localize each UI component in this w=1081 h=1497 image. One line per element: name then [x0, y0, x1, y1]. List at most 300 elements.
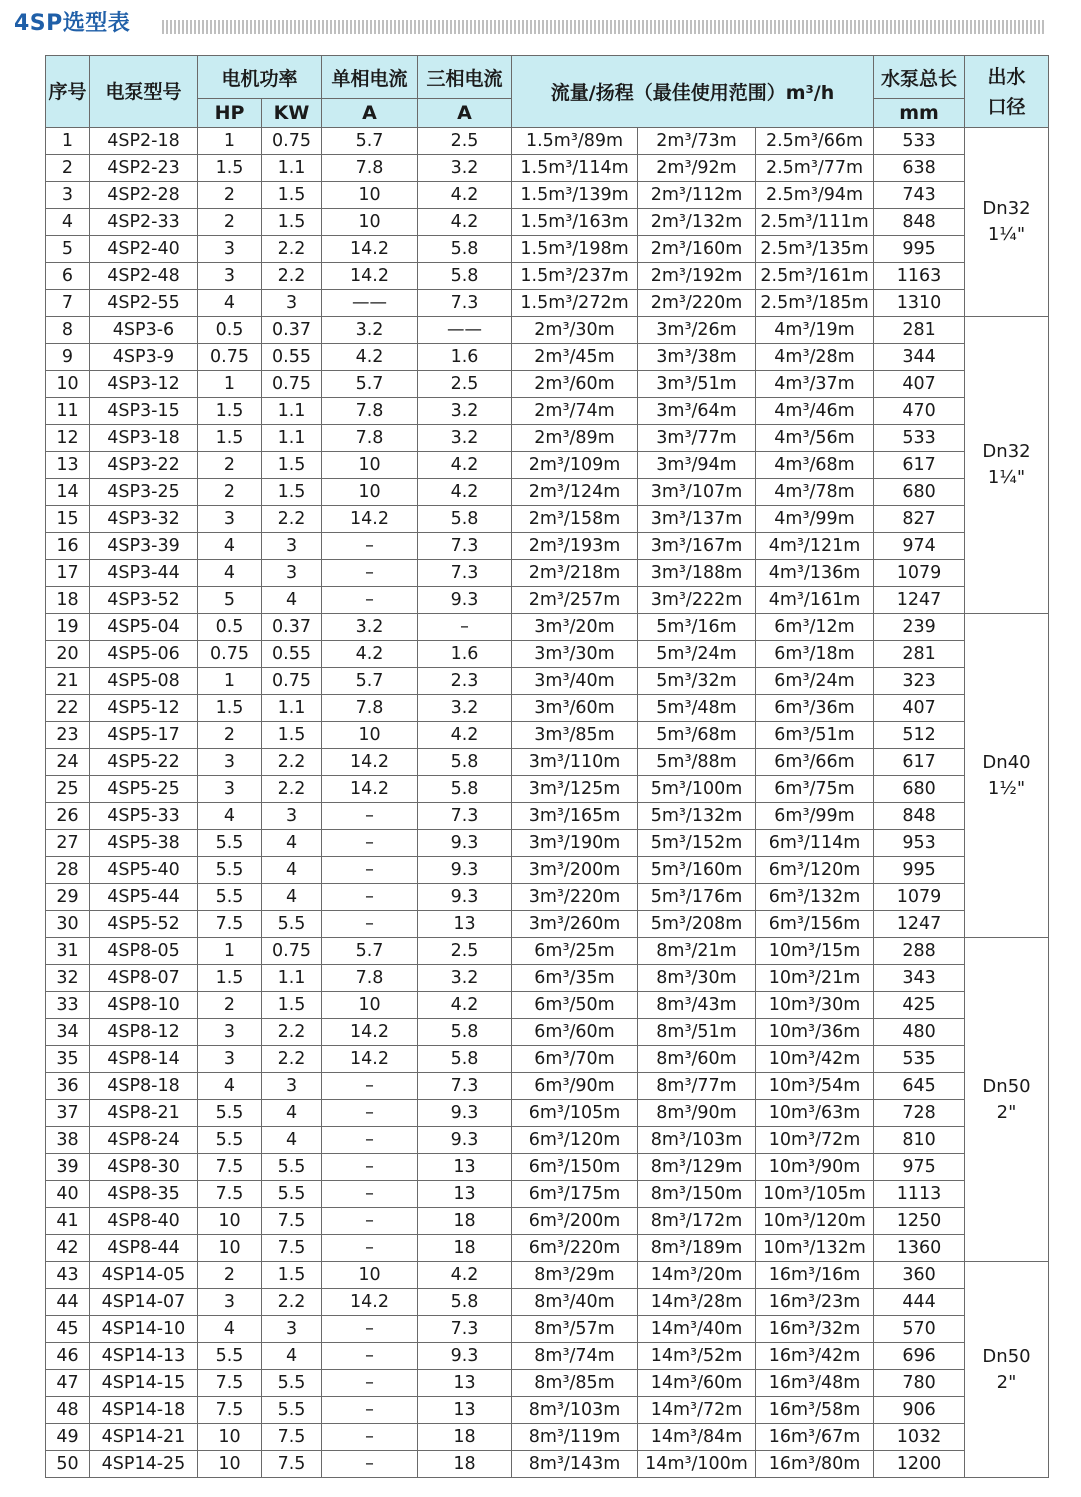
cell-flow-2: 5m³/208m [638, 911, 756, 938]
cell-model: 4SP2-40 [90, 236, 198, 263]
cell-kw: 0.75 [262, 371, 322, 398]
cell-flow-2: 2m³/192m [638, 263, 756, 290]
cell-three-current: 3.2 [418, 425, 512, 452]
cell-model: 4SP8-35 [90, 1181, 198, 1208]
table-row [46, 776, 1049, 803]
cell-seq: 2 [46, 155, 90, 182]
cell-hp: 7.5 [198, 911, 262, 938]
cell-seq: 5 [46, 236, 90, 263]
cell-three-current: 1.6 [418, 344, 512, 371]
cell-kw: 0.75 [262, 938, 322, 965]
cell-flow-3: 16m³/32m [756, 1316, 874, 1343]
cell-flow-3: 2.5m³/77m [756, 155, 874, 182]
cell-model: 4SP14-07 [90, 1289, 198, 1316]
cell-flow-2: 14m³/40m [638, 1316, 756, 1343]
cell-three-current: 7.3 [418, 803, 512, 830]
cell-single-current: – [322, 1235, 418, 1262]
cell-three-current: 7.3 [418, 290, 512, 317]
cell-hp: 5.5 [198, 884, 262, 911]
cell-flow-1: 3m³/125m [512, 776, 638, 803]
cell-model: 4SP14-13 [90, 1343, 198, 1370]
cell-seq: 26 [46, 803, 90, 830]
cell-flow-2: 5m³/32m [638, 668, 756, 695]
cell-flow-1: 1.5m³/89m [512, 128, 638, 155]
cell-flow-2: 3m³/77m [638, 425, 756, 452]
cell-model: 4SP3-15 [90, 398, 198, 425]
cell-model: 4SP2-55 [90, 290, 198, 317]
cell-flow-1: 6m³/50m [512, 992, 638, 1019]
cell-kw: 5.5 [262, 1397, 322, 1424]
table-row [46, 1127, 1049, 1154]
cell-kw: 3 [262, 290, 322, 317]
cell-single-current: – [322, 587, 418, 614]
cell-flow-3: 6m³/99m [756, 803, 874, 830]
table-row [46, 830, 1049, 857]
table-row [46, 803, 1049, 830]
cell-single-current: 14.2 [322, 1019, 418, 1046]
cell-length: 680 [874, 479, 965, 506]
cell-hp: 7.5 [198, 1181, 262, 1208]
cell-flow-2: 8m³/189m [638, 1235, 756, 1262]
cell-length: 480 [874, 1019, 965, 1046]
cell-flow-1: 6m³/120m [512, 1127, 638, 1154]
cell-three-current: 5.8 [418, 749, 512, 776]
table-row [46, 668, 1049, 695]
cell-seq: 17 [46, 560, 90, 587]
cell-seq: 43 [46, 1262, 90, 1289]
cell-flow-2: 5m³/160m [638, 857, 756, 884]
cell-single-current: 14.2 [322, 506, 418, 533]
cell-model: 4SP8-40 [90, 1208, 198, 1235]
cell-flow-1: 3m³/110m [512, 749, 638, 776]
cell-hp: 2 [198, 722, 262, 749]
outlet-dn: Dn50 [982, 1345, 1031, 1367]
cell-kw: 4 [262, 884, 322, 911]
cell-single-current: – [322, 884, 418, 911]
cell-flow-3: 10m³/105m [756, 1181, 874, 1208]
table-row [46, 209, 1049, 236]
cell-model: 4SP3-52 [90, 587, 198, 614]
cell-flow-3: 16m³/67m [756, 1424, 874, 1451]
cell-model: 4SP5-40 [90, 857, 198, 884]
cell-flow-3: 10m³/30m [756, 992, 874, 1019]
cell-hp: 0.5 [198, 614, 262, 641]
cell-single-current: – [322, 1343, 418, 1370]
cell-flow-3: 6m³/36m [756, 695, 874, 722]
cell-length: 617 [874, 749, 965, 776]
cell-single-current: – [322, 1397, 418, 1424]
cell-three-current: 18 [418, 1451, 512, 1478]
cell-single-current: – [322, 533, 418, 560]
cell-three-current: 3.2 [418, 965, 512, 992]
cell-flow-2: 3m³/51m [638, 371, 756, 398]
cell-flow-2: 5m³/16m [638, 614, 756, 641]
cell-kw: 1.1 [262, 425, 322, 452]
cell-kw: 1.5 [262, 209, 322, 236]
cell-flow-1: 2m³/45m [512, 344, 638, 371]
cell-length: 827 [874, 506, 965, 533]
cell-kw: 2.2 [262, 1289, 322, 1316]
cell-flow-3: 2.5m³/161m [756, 263, 874, 290]
cell-single-current: – [322, 803, 418, 830]
cell-hp: 5.5 [198, 1127, 262, 1154]
cell-kw: 5.5 [262, 911, 322, 938]
cell-flow-2: 5m³/100m [638, 776, 756, 803]
cell-flow-2: 5m³/176m [638, 884, 756, 911]
cell-model: 4SP8-14 [90, 1046, 198, 1073]
cell-hp: 2 [198, 479, 262, 506]
cell-flow-2: 3m³/26m [638, 317, 756, 344]
cell-three-current: 13 [418, 1370, 512, 1397]
cell-kw: 5.5 [262, 1154, 322, 1181]
cell-three-current: 5.8 [418, 1019, 512, 1046]
cell-seq: 3 [46, 182, 90, 209]
cell-flow-3: 10m³/54m [756, 1073, 874, 1100]
cell-flow-2: 2m³/132m [638, 209, 756, 236]
cell-single-current: – [322, 1370, 418, 1397]
cell-seq: 21 [46, 668, 90, 695]
cell-flow-1: 2m³/193m [512, 533, 638, 560]
cell-flow-2: 14m³/60m [638, 1370, 756, 1397]
cell-single-current: 5.7 [322, 938, 418, 965]
cell-length: 1247 [874, 587, 965, 614]
cell-seq: 14 [46, 479, 90, 506]
cell-flow-3: 2.5m³/94m [756, 182, 874, 209]
cell-model: 4SP14-21 [90, 1424, 198, 1451]
cell-flow-1: 6m³/150m [512, 1154, 638, 1181]
cell-single-current: – [322, 911, 418, 938]
cell-model: 4SP8-30 [90, 1154, 198, 1181]
cell-hp: 2 [198, 1262, 262, 1289]
cell-three-current: 3.2 [418, 398, 512, 425]
cell-three-current: 9.3 [418, 587, 512, 614]
cell-hp: 5.5 [198, 830, 262, 857]
cell-kw: 4 [262, 1100, 322, 1127]
cell-flow-2: 2m³/160m [638, 236, 756, 263]
cell-flow-1: 2m³/30m [512, 317, 638, 344]
outlet-inch: 2" [996, 1371, 1017, 1393]
table-row [46, 344, 1049, 371]
table-row [46, 1451, 1049, 1478]
cell-three-current: —— [418, 317, 512, 344]
cell-flow-2: 2m³/73m [638, 128, 756, 155]
cell-length: 995 [874, 236, 965, 263]
cell-flow-1: 6m³/25m [512, 938, 638, 965]
table-row [46, 1046, 1049, 1073]
cell-three-current: 3.2 [418, 155, 512, 182]
cell-length: 512 [874, 722, 965, 749]
cell-seq: 31 [46, 938, 90, 965]
cell-flow-3: 4m³/136m [756, 560, 874, 587]
cell-flow-3: 4m³/37m [756, 371, 874, 398]
cell-length: 288 [874, 938, 965, 965]
cell-three-current: 18 [418, 1235, 512, 1262]
cell-single-current: 7.8 [322, 965, 418, 992]
cell-three-current: 2.5 [418, 938, 512, 965]
table-row [46, 884, 1049, 911]
cell-flow-3: 10m³/36m [756, 1019, 874, 1046]
cell-hp: 5 [198, 587, 262, 614]
cell-model: 4SP8-18 [90, 1073, 198, 1100]
cell-flow-3: 4m³/28m [756, 344, 874, 371]
cell-single-current: 5.7 [322, 668, 418, 695]
cell-flow-3: 10m³/120m [756, 1208, 874, 1235]
cell-flow-2: 8m³/90m [638, 1100, 756, 1127]
cell-kw: 2.2 [262, 263, 322, 290]
cell-kw: 3 [262, 1073, 322, 1100]
cell-seq: 27 [46, 830, 90, 857]
outlet-dn: Dn50 [982, 1075, 1031, 1097]
cell-hp: 2 [198, 182, 262, 209]
cell-single-current: – [322, 1451, 418, 1478]
cell-flow-1: 3m³/260m [512, 911, 638, 938]
cell-seq: 10 [46, 371, 90, 398]
cell-kw: 4 [262, 857, 322, 884]
cell-flow-2: 8m³/51m [638, 1019, 756, 1046]
cell-model: 4SP2-48 [90, 263, 198, 290]
cell-seq: 42 [46, 1235, 90, 1262]
header-kw: KW [262, 99, 322, 128]
cell-flow-1: 6m³/35m [512, 965, 638, 992]
cell-length: 1310 [874, 290, 965, 317]
cell-length: 906 [874, 1397, 965, 1424]
cell-three-current: 5.8 [418, 1289, 512, 1316]
cell-model: 4SP2-28 [90, 182, 198, 209]
cell-flow-3: 10m³/132m [756, 1235, 874, 1262]
cell-hp: 2 [198, 992, 262, 1019]
cell-hp: 1.5 [198, 425, 262, 452]
table-row [46, 236, 1049, 263]
cell-length: 696 [874, 1343, 965, 1370]
cell-three-current: 5.8 [418, 263, 512, 290]
table-row [46, 1235, 1049, 1262]
cell-flow-1: 6m³/90m [512, 1073, 638, 1100]
cell-hp: 5.5 [198, 1100, 262, 1127]
cell-kw: 7.5 [262, 1208, 322, 1235]
cell-hp: 1 [198, 938, 262, 965]
cell-seq: 50 [46, 1451, 90, 1478]
table-row [46, 1343, 1049, 1370]
cell-hp: 4 [198, 803, 262, 830]
cell-kw: 4 [262, 1127, 322, 1154]
cell-hp: 3 [198, 506, 262, 533]
cell-flow-1: 8m³/74m [512, 1343, 638, 1370]
outlet-dn: Dn32 [982, 441, 1031, 462]
cell-three-current: 7.3 [418, 560, 512, 587]
cell-three-current: 1.6 [418, 641, 512, 668]
cell-flow-1: 2m³/218m [512, 560, 638, 587]
cell-hp: 4 [198, 533, 262, 560]
cell-flow-2: 3m³/94m [638, 452, 756, 479]
cell-length: 743 [874, 182, 965, 209]
cell-model: 4SP5-33 [90, 803, 198, 830]
cell-single-current: —— [322, 290, 418, 317]
cell-outlet [965, 1262, 1049, 1478]
cell-three-current: 7.3 [418, 1073, 512, 1100]
cell-three-current: 18 [418, 1424, 512, 1451]
table-row [46, 317, 1049, 344]
table-row [46, 425, 1049, 452]
cell-kw: 3 [262, 560, 322, 587]
cell-hp: 0.75 [198, 344, 262, 371]
table-row [46, 1316, 1049, 1343]
cell-flow-3: 10m³/15m [756, 938, 874, 965]
cell-flow-1: 6m³/200m [512, 1208, 638, 1235]
table-row [46, 641, 1049, 668]
cell-seq: 46 [46, 1343, 90, 1370]
cell-model: 4SP3-9 [90, 344, 198, 371]
cell-single-current: – [322, 1424, 418, 1451]
cell-model: 4SP2-33 [90, 209, 198, 236]
cell-length: 810 [874, 1127, 965, 1154]
cell-flow-2: 14m³/28m [638, 1289, 756, 1316]
cell-flow-3: 16m³/58m [756, 1397, 874, 1424]
cell-length: 645 [874, 1073, 965, 1100]
cell-seq: 45 [46, 1316, 90, 1343]
cell-seq: 38 [46, 1127, 90, 1154]
table-row [46, 1019, 1049, 1046]
table-row [46, 911, 1049, 938]
cell-kw: 5.5 [262, 1181, 322, 1208]
cell-flow-3: 2.5m³/66m [756, 128, 874, 155]
table-row [46, 263, 1049, 290]
cell-kw: 5.5 [262, 1370, 322, 1397]
table-body [46, 128, 1049, 1478]
table-row [46, 722, 1049, 749]
cell-single-current: 10 [322, 722, 418, 749]
cell-flow-1: 1.5m³/139m [512, 182, 638, 209]
cell-seq: 44 [46, 1289, 90, 1316]
cell-single-current: 10 [322, 452, 418, 479]
cell-flow-2: 8m³/60m [638, 1046, 756, 1073]
cell-flow-2: 8m³/30m [638, 965, 756, 992]
cell-length: 533 [874, 425, 965, 452]
cell-kw: 1.1 [262, 965, 322, 992]
cell-seq: 40 [46, 1181, 90, 1208]
cell-three-current: 4.2 [418, 209, 512, 236]
table-row [46, 938, 1049, 965]
cell-single-current: 3.2 [322, 614, 418, 641]
cell-flow-2: 3m³/167m [638, 533, 756, 560]
cell-seq: 23 [46, 722, 90, 749]
cell-flow-3: 6m³/132m [756, 884, 874, 911]
cell-three-current: 18 [418, 1208, 512, 1235]
cell-hp: 3 [198, 749, 262, 776]
cell-kw: 1.5 [262, 992, 322, 1019]
cell-seq: 15 [46, 506, 90, 533]
cell-length: 953 [874, 830, 965, 857]
cell-flow-2: 2m³/92m [638, 155, 756, 182]
cell-kw: 4 [262, 1343, 322, 1370]
cell-flow-2: 5m³/68m [638, 722, 756, 749]
cell-three-current: 9.3 [418, 857, 512, 884]
cell-length: 1163 [874, 263, 965, 290]
table-row [46, 533, 1049, 560]
header-single-current: 单相电流 [322, 56, 418, 99]
cell-seq: 29 [46, 884, 90, 911]
cell-flow-3: 4m³/56m [756, 425, 874, 452]
cell-flow-2: 8m³/172m [638, 1208, 756, 1235]
cell-three-current: 13 [418, 1181, 512, 1208]
cell-hp: 0.75 [198, 641, 262, 668]
table-row [46, 1397, 1049, 1424]
cell-model: 4SP3-39 [90, 533, 198, 560]
header-model: 电泵型号 [90, 56, 198, 128]
cell-hp: 4 [198, 290, 262, 317]
cell-three-current: 9.3 [418, 884, 512, 911]
cell-flow-3: 16m³/16m [756, 1262, 874, 1289]
cell-hp: 3 [198, 1289, 262, 1316]
cell-single-current: – [322, 1316, 418, 1343]
cell-seq: 49 [46, 1424, 90, 1451]
cell-flow-1: 8m³/29m [512, 1262, 638, 1289]
cell-flow-3: 16m³/80m [756, 1451, 874, 1478]
cell-flow-1: 8m³/85m [512, 1370, 638, 1397]
cell-flow-1: 1.5m³/163m [512, 209, 638, 236]
cell-kw: 7.5 [262, 1451, 322, 1478]
table-row [46, 1424, 1049, 1451]
cell-seq: 33 [46, 992, 90, 1019]
cell-flow-1: 6m³/220m [512, 1235, 638, 1262]
table-row [46, 1100, 1049, 1127]
cell-flow-1: 8m³/40m [512, 1289, 638, 1316]
cell-length: 848 [874, 209, 965, 236]
cell-length: 1113 [874, 1181, 965, 1208]
cell-kw: 0.55 [262, 641, 322, 668]
cell-model: 4SP5-12 [90, 695, 198, 722]
cell-flow-2: 8m³/150m [638, 1181, 756, 1208]
cell-flow-1: 1.5m³/272m [512, 290, 638, 317]
cell-model: 4SP5-06 [90, 641, 198, 668]
cell-kw: 7.5 [262, 1424, 322, 1451]
cell-kw: 1.5 [262, 182, 322, 209]
cell-flow-3: 16m³/23m [756, 1289, 874, 1316]
outlet-dn: Dn40 [982, 751, 1031, 773]
cell-single-current: – [322, 1154, 418, 1181]
page-title: 4SP选型表 [14, 11, 131, 36]
cell-three-current: 9.3 [418, 1100, 512, 1127]
cell-kw: 2.2 [262, 776, 322, 803]
cell-single-current: 7.8 [322, 425, 418, 452]
cell-hp: 4 [198, 560, 262, 587]
cell-flow-3: 4m³/99m [756, 506, 874, 533]
cell-kw: 0.55 [262, 344, 322, 371]
cell-seq: 32 [46, 965, 90, 992]
cell-single-current: 14.2 [322, 263, 418, 290]
cell-seq: 36 [46, 1073, 90, 1100]
cell-flow-2: 3m³/137m [638, 506, 756, 533]
cell-flow-3: 10m³/42m [756, 1046, 874, 1073]
cell-model: 4SP8-24 [90, 1127, 198, 1154]
cell-model: 4SP5-25 [90, 776, 198, 803]
cell-flow-1: 3m³/200m [512, 857, 638, 884]
cell-three-current: 5.8 [418, 236, 512, 263]
cell-three-current: 9.3 [418, 1127, 512, 1154]
cell-three-current: 5.8 [418, 776, 512, 803]
cell-length: 323 [874, 668, 965, 695]
cell-flow-3: 6m³/75m [756, 776, 874, 803]
cell-hp: 10 [198, 1235, 262, 1262]
cell-single-current: 14.2 [322, 776, 418, 803]
cell-seq: 41 [46, 1208, 90, 1235]
header-outlet: 出水口径 [965, 56, 1049, 128]
cell-seq: 11 [46, 398, 90, 425]
cell-length: 407 [874, 371, 965, 398]
cell-flow-1: 2m³/74m [512, 398, 638, 425]
cell-hp: 10 [198, 1208, 262, 1235]
cell-single-current: 4.2 [322, 641, 418, 668]
cell-flow-3: 6m³/114m [756, 830, 874, 857]
